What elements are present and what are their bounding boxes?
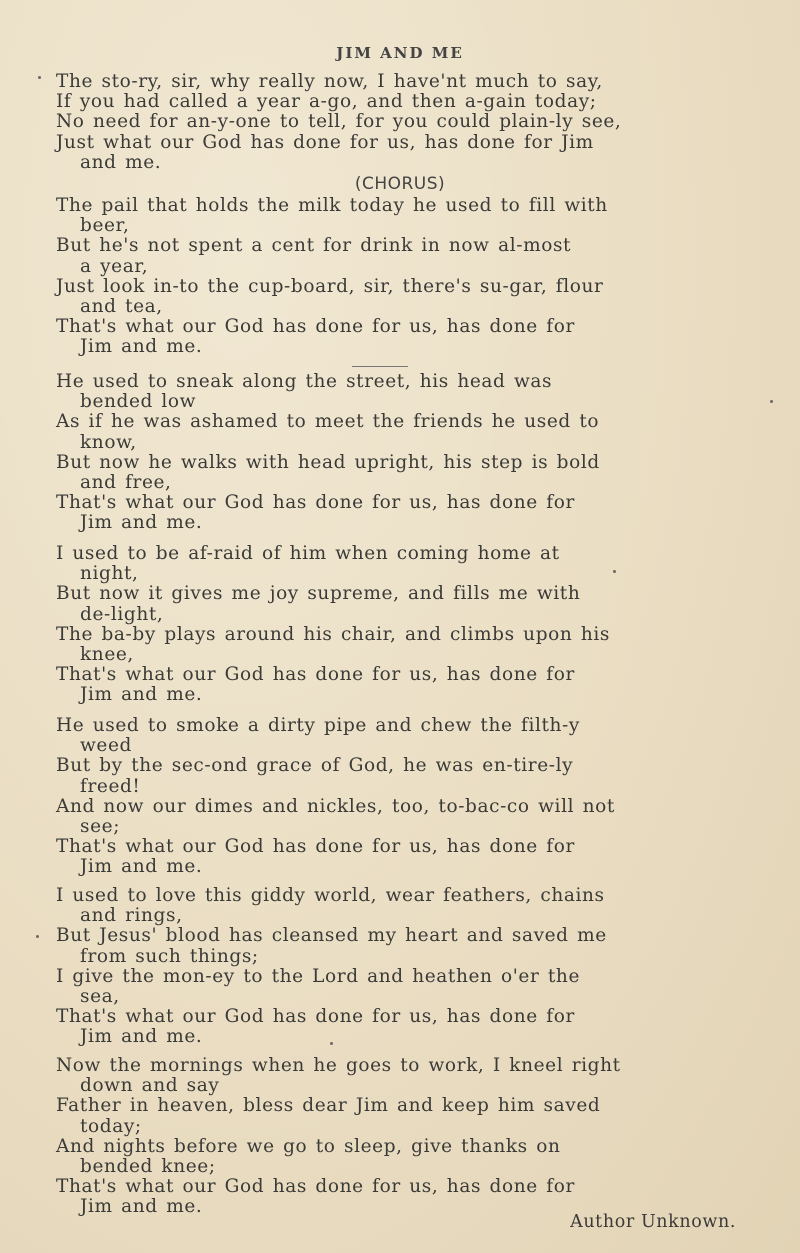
poem-line: and me. — [80, 151, 162, 173]
stanza-3 — [56, 372, 756, 534]
poem-line: freed! — [80, 775, 141, 797]
poem-line: de-light, — [80, 603, 164, 625]
poem-line: He used to sneak along the street, his head was — [56, 371, 553, 392]
poem-line: But he's not spent a cent for drink in now al-most — [56, 235, 572, 257]
poem-line: Jim and me. — [80, 1026, 203, 1048]
poem-line: The pail that holds the milk today he used to fill with — [56, 195, 608, 216]
poem-line: sea, — [80, 986, 120, 1008]
poem-line: see; — [80, 816, 121, 838]
poem-line: That's what our God has done for us, has done for — [56, 664, 575, 686]
poem-line: I used to be af-raid of him when coming home at — [56, 543, 560, 564]
poem-line: But now it gives me joy supreme, and fills me with — [56, 583, 581, 605]
chorus-label: (CHORUS) — [354, 174, 446, 194]
poem-line: down and say — [80, 1075, 220, 1097]
poem-line: Jim and me. — [80, 856, 203, 878]
poem-line: Jim and me. — [80, 684, 203, 706]
poem-line: But Jesus' blood has cleansed my heart and saved me — [56, 925, 607, 947]
poem-line: No need for an-y-one to tell, for you could plain-ly see, — [56, 111, 622, 133]
poem-line: Just what our God has done for us, has done for Jim — [56, 131, 594, 153]
poem-line: But now he walks with head upright, his step is bold — [56, 451, 600, 473]
poem-line: today; — [80, 1115, 142, 1137]
section-divider — [352, 366, 408, 367]
poem-line: knee, — [80, 644, 134, 666]
poem-line: That's what our God has done for us, has done for — [56, 1176, 575, 1198]
stanza-1 — [56, 72, 756, 173]
poem-line: The sto-ry, sir, why really now, I have'nt much to say, — [56, 71, 603, 92]
author-credit: Author Unknown. — [570, 1212, 736, 1232]
poem-line: If you had called a year a-go, and then a-gain today; — [56, 91, 597, 113]
poem-line: The ba-by plays around his chair, and climbs upon his — [56, 623, 610, 645]
poem-line: And nights before we go to sleep, give thanks on — [56, 1135, 561, 1157]
print-speck — [330, 1042, 333, 1045]
poem-line: a year, — [80, 255, 149, 277]
stanza-5 — [56, 716, 756, 878]
poem-line: That's what our God has done for us, has done for — [56, 836, 575, 858]
stanza-6 — [56, 886, 756, 1048]
print-speck — [613, 570, 616, 573]
poem-line: That's what our God has done for us, has done for — [56, 492, 575, 514]
poem-line: Jim and me. — [80, 1196, 203, 1218]
poem-line: As if he was ashamed to meet the friends he used to — [56, 411, 600, 433]
stanza-7 — [56, 1056, 756, 1218]
print-speck — [770, 400, 773, 403]
poem-line: and rings, — [80, 905, 183, 927]
poem-title: JIM AND ME — [336, 44, 464, 62]
poem-line: Jim and me. — [80, 336, 203, 358]
poem-line: That's what our God has done for us, has done for — [56, 316, 575, 338]
poem-line: and free, — [80, 472, 172, 494]
poem-line: from such things; — [80, 945, 259, 967]
print-speck — [38, 76, 41, 79]
poem-line: bended low — [80, 391, 197, 413]
poem-line: beer, — [80, 215, 130, 237]
print-speck — [36, 935, 39, 938]
stanza-chorus — [56, 196, 756, 358]
poem-line: Jim and me. — [80, 512, 203, 534]
poem-line: weed — [80, 735, 132, 757]
stanza-4 — [56, 544, 756, 706]
poem-line: know, — [80, 431, 137, 453]
poem-line: I used to love this giddy world, wear feathers, chains — [56, 885, 605, 906]
poem-line: That's what our God has done for us, has done for — [56, 1006, 575, 1028]
poem-line: He used to smoke a dirty pipe and chew the filth-y — [56, 715, 580, 736]
poem-line: I give the mon-ey to the Lord and heathen o'er the — [56, 965, 580, 987]
poem-line: Now the mornings when he goes to work, I kneel right — [56, 1055, 621, 1076]
poem-line: But by the sec-ond grace of God, he was en-tire-ly — [56, 755, 574, 777]
poem-line: night, — [80, 563, 139, 585]
poem-line: And now our dimes and nickles, too, to-bac-co will not — [56, 795, 615, 817]
poem-line: and tea, — [80, 296, 163, 318]
poem-line: bended knee; — [80, 1156, 216, 1178]
poem-line: Just look in-to the cup-board, sir, there's su-gar, flour — [56, 275, 604, 297]
poem-line: Father in heaven, bless dear Jim and keep him saved — [56, 1095, 601, 1117]
